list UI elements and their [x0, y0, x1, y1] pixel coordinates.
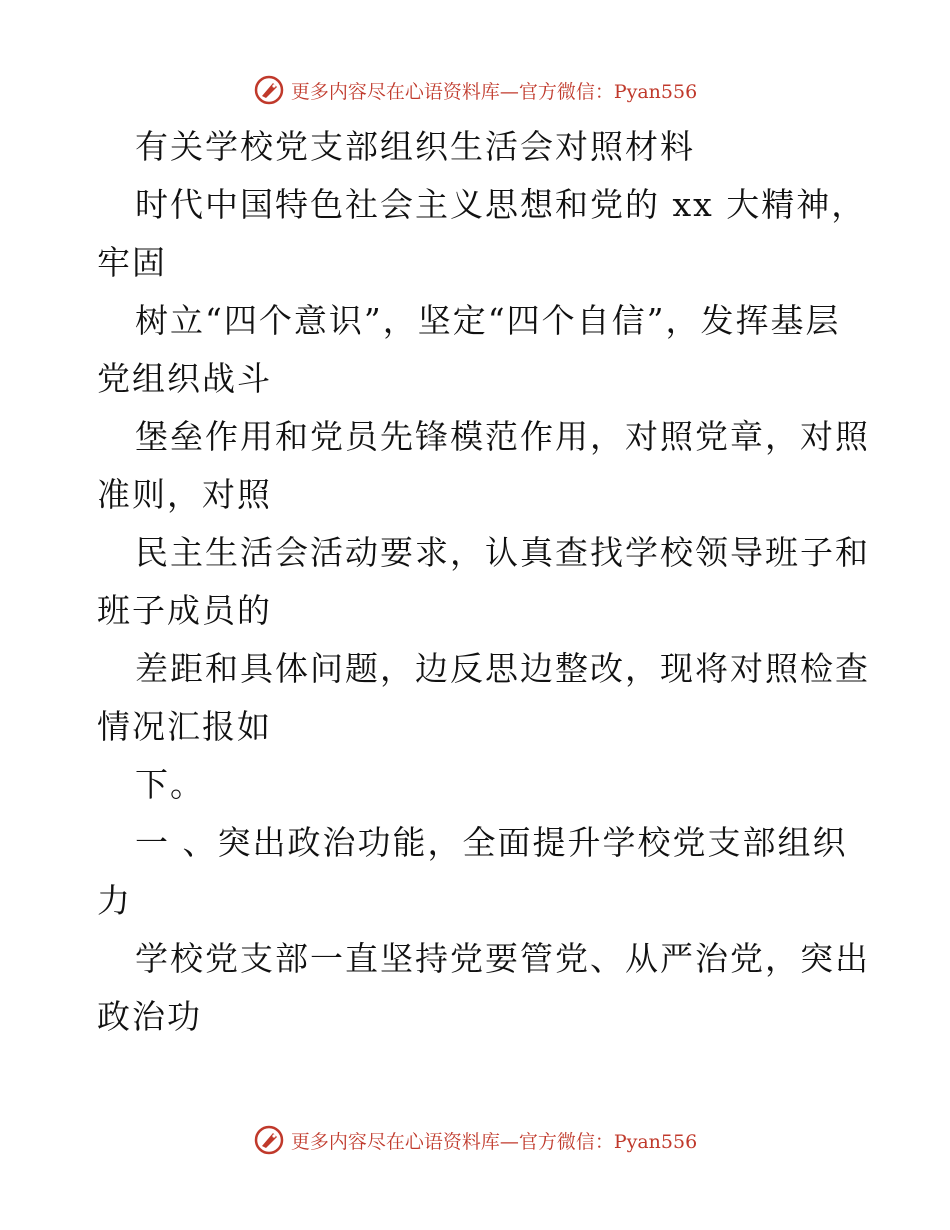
- text-line: 学校党支部一直坚持党要管党、从严治党，突出: [135, 939, 870, 978]
- footer-banner: [0, 1122, 950, 1158]
- text-line: 下。: [135, 765, 205, 804]
- text-line: 班子成员的: [97, 591, 272, 630]
- text-line: 民主生活会活动要求，认真查找学校领导班子和: [135, 533, 870, 572]
- text-line: 差距和具体问题，边反思边整改，现将对照检查: [135, 649, 870, 688]
- header-banner: [0, 72, 950, 108]
- text-line: 准则，对照: [97, 475, 272, 514]
- text-line: 堡垒作用和党员先锋模范作用，对照党章，对照: [135, 417, 870, 456]
- text-line: 时代中国特色社会主义思想和党的 xx 大精神，: [135, 185, 867, 224]
- text-line: 情况汇报如: [97, 707, 272, 746]
- document-body: [97, 118, 870, 1046]
- document-title: 有关学校党支部组织生活会对照材料: [135, 127, 695, 166]
- text-line: 牢固: [97, 243, 167, 282]
- footer-wechat-id: Pyan556: [613, 1130, 698, 1153]
- pen-logo-icon: [253, 74, 285, 106]
- text-line: 树立“四个意识”，坚定“四个自信”，发挥基层: [135, 301, 841, 340]
- pen-logo-icon: [253, 1124, 285, 1156]
- text-line: 力: [97, 881, 132, 920]
- text-line: 政治功: [97, 997, 202, 1036]
- text-line: 党组织战斗: [97, 359, 272, 398]
- section-heading: 一 、突出政治功能，全面提升学校党支部组织: [135, 823, 848, 862]
- header-banner-text: 更多内容尽在心语资料库—官方微信：Pyan556: [290, 80, 698, 103]
- footer-banner-text: 更多内容尽在心语资料库—官方微信：Pyan556: [290, 1130, 698, 1153]
- header-wechat-id: Pyan556: [613, 80, 698, 103]
